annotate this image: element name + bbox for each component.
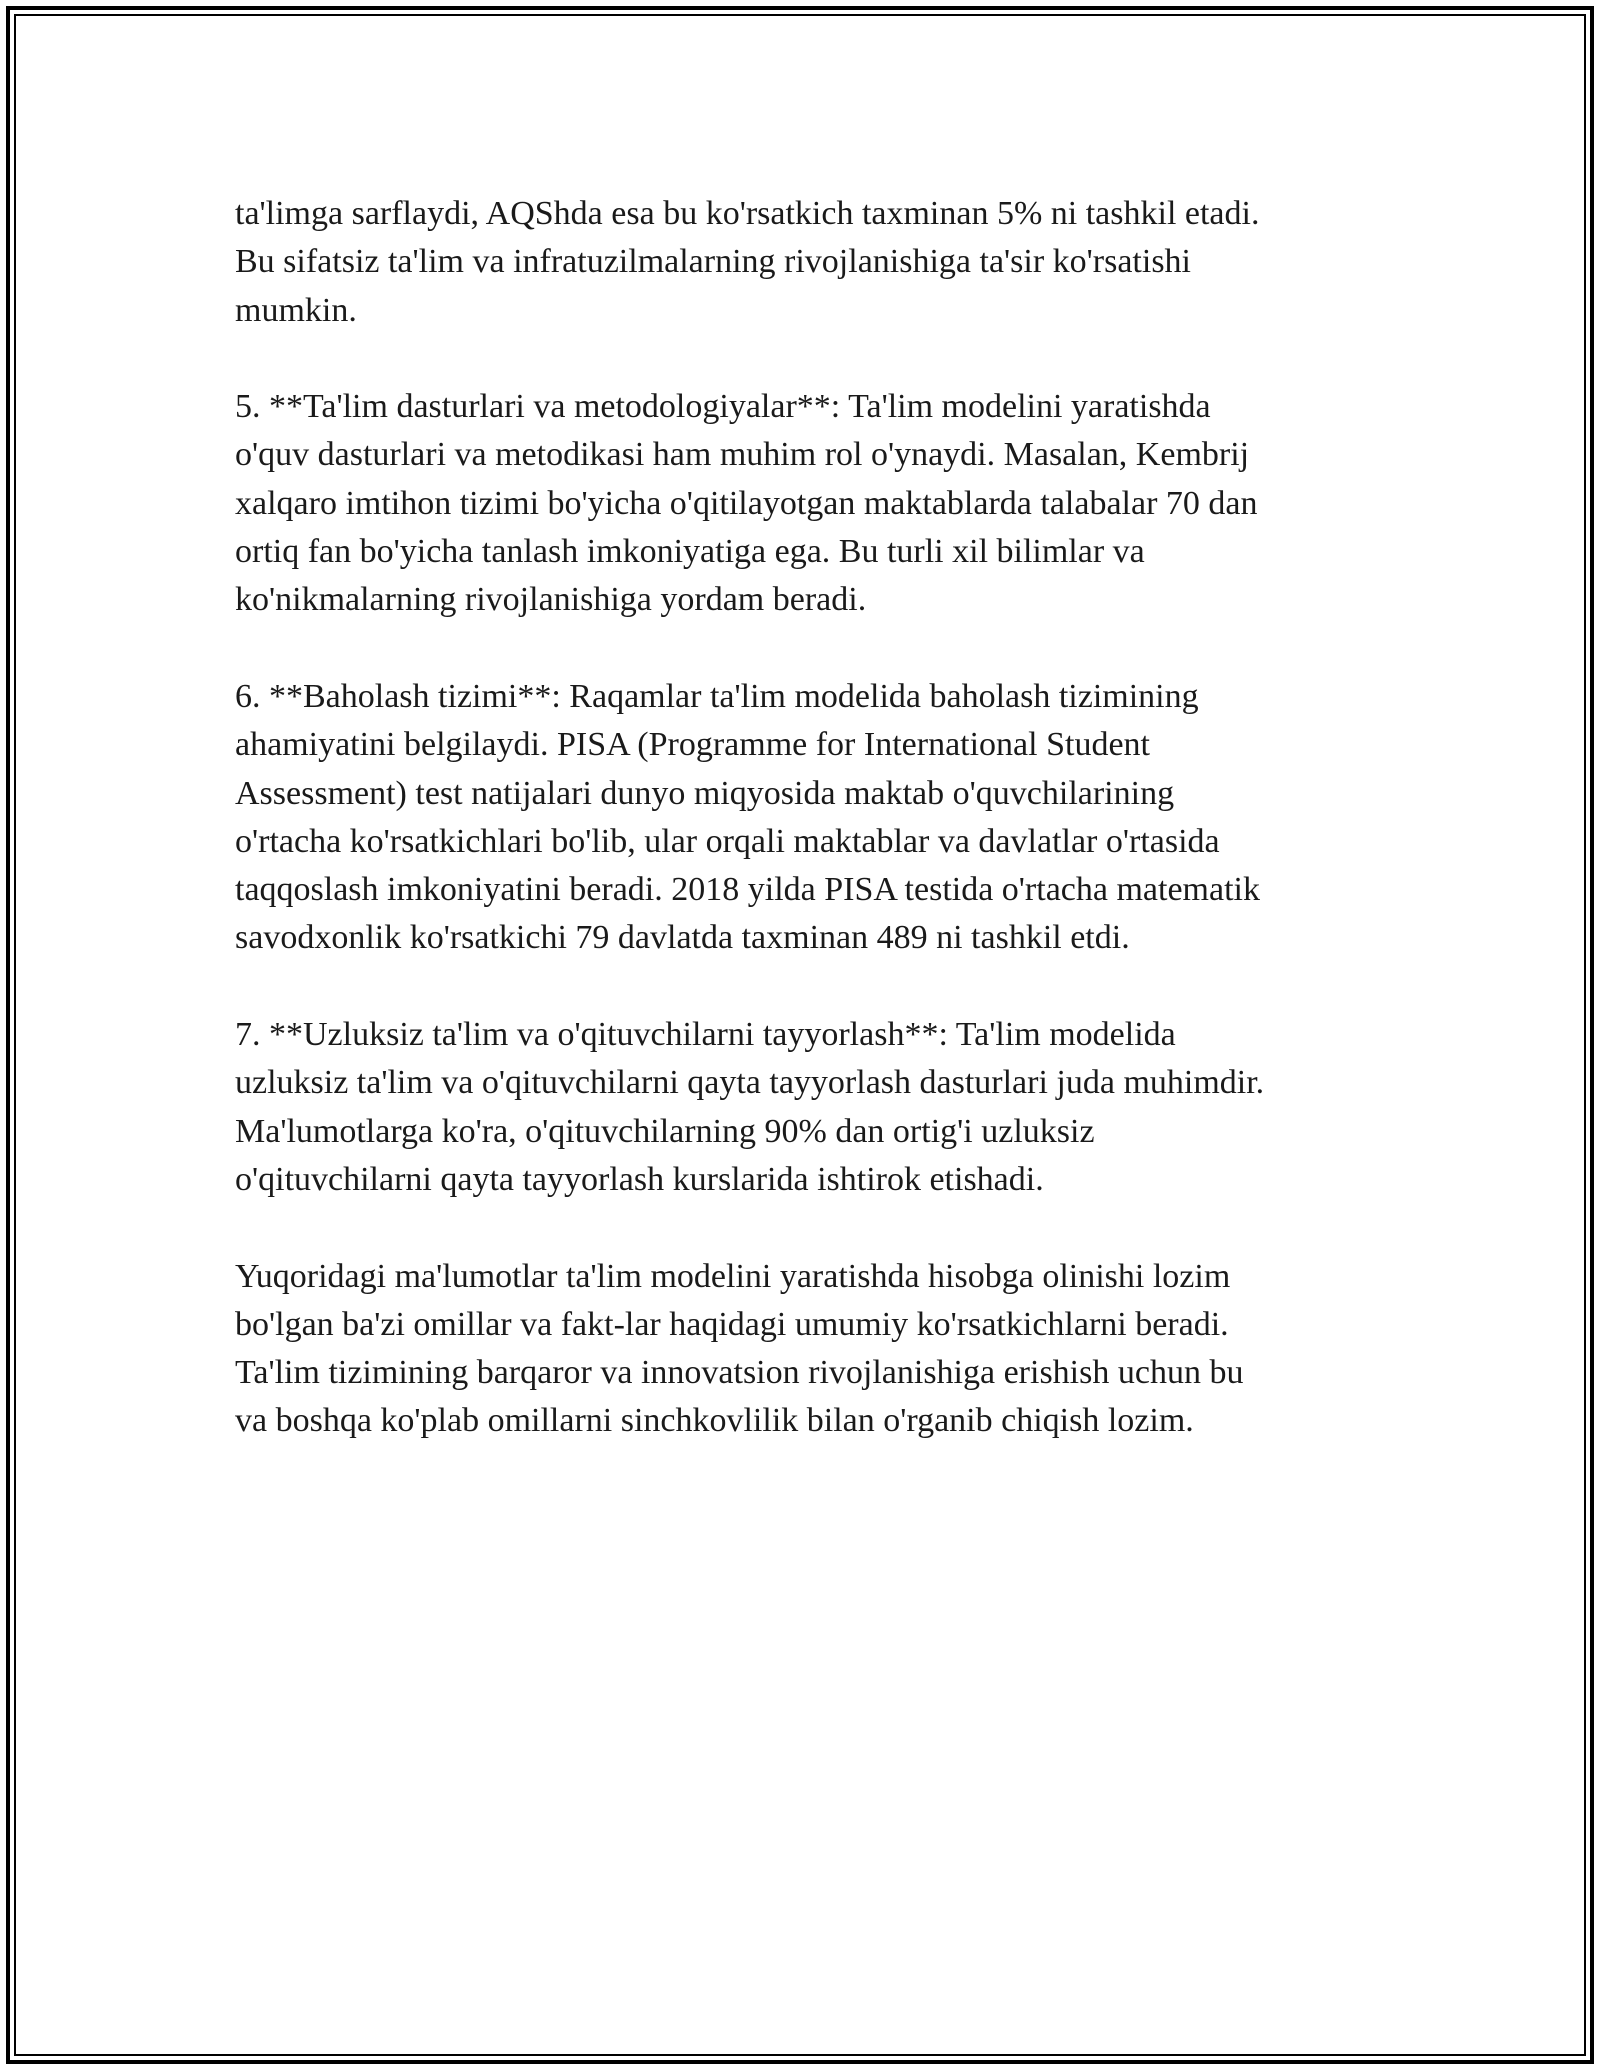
text-line: va boshqa ko'plab omillarni sinchkovlilik bilan o'rganib chiqish lozim. (235, 1402, 1194, 1440)
text-line: 5. **Ta'lim dasturlari va metodologiyalar**: Ta'lim modelini yaratishda (235, 388, 1211, 426)
text-line: Bu sifatsiz ta'lim va infratuzilmalarning rivojlanishiga ta'sir ko'rsatishi (235, 243, 1192, 281)
text-line: ko'nikmalarning rivojlanishiga yordam beradi. (235, 581, 867, 619)
text-line: ta'limga sarflaydi, AQShda esa bu ko'rsatkich taxminan 5% ni tashkil etadi. (235, 195, 1260, 232)
text-line: savodxonlik ko'rsatkichi 79 davlatda taxminan 489 ni tashkil etdi. (235, 919, 1130, 957)
text-line: 7. **Uzluksiz ta'lim va o'qituvchilarni tayyorlash**: Ta'lim modelida (235, 1016, 1176, 1054)
paragraph-education-spending (235, 190, 1355, 335)
text-line: xalqaro imtihon tizimi bo'yicha o'qitilayotgan maktablarda talabalar 70 dan (235, 484, 1258, 522)
text-line: bo'lgan ba'zi omillar va fakt-lar haqidagi umumiy ko'rsatkichlarni beradi. (235, 1305, 1229, 1343)
paragraph-item-5-programs (235, 383, 1355, 624)
text-line: Yuqoridagi ma'lumotlar ta'lim modelini yaratishda hisobga olinishi lozim (235, 1257, 1231, 1295)
text-line: o'quv dasturlari va metodikasi ham muhim rol o'ynaydi. Masalan, Kembrij (235, 436, 1250, 474)
paragraph-item-7-teacher-training (235, 1011, 1355, 1204)
text-line: mumkin. (235, 291, 357, 329)
text-line: ortiq fan bo'yicha tanlash imkoniyatiga ega. Bu turli xil bilimlar va (235, 533, 1145, 571)
text-line: Assessment) test natijalari dunyo miqyosida maktab o'quvchilarining (235, 774, 1175, 812)
document-body (235, 190, 1355, 1494)
text-line: ahamiyatini belgilaydi. PISA (Programme for International Student (235, 726, 1150, 764)
paragraph-conclusion (235, 1253, 1355, 1446)
paragraph-item-6-assessment (235, 673, 1355, 963)
text-line: o'rtacha ko'rsatkichlari bo'lib, ular orqali maktablar va davlatlar o'rtasida (235, 822, 1220, 860)
text-line: 6. **Baholash tizimi**: Raqamlar ta'lim modelida baholash tizimining (235, 677, 1199, 715)
text-line: Ta'lim tizimining barqaror va innovatsion rivojlanishiga erishish uchun bu (235, 1354, 1244, 1392)
text-line: o'qituvchilarni qayta tayyorlash kurslarida ishtirok etishadi. (235, 1160, 1044, 1198)
text-line: taqqoslash imkoniyatini beradi. 2018 yilda PISA testida o'rtacha matematik (235, 871, 1260, 909)
text-line: uzluksiz ta'lim va o'qituvchilarni qayta tayyorlash dasturlari juda muhimdir. (235, 1064, 1265, 1102)
text-line: Ma'lumotlarga ko'ra, o'qituvchilarning 90% dan ortig'i uzluksiz (235, 1112, 1095, 1150)
